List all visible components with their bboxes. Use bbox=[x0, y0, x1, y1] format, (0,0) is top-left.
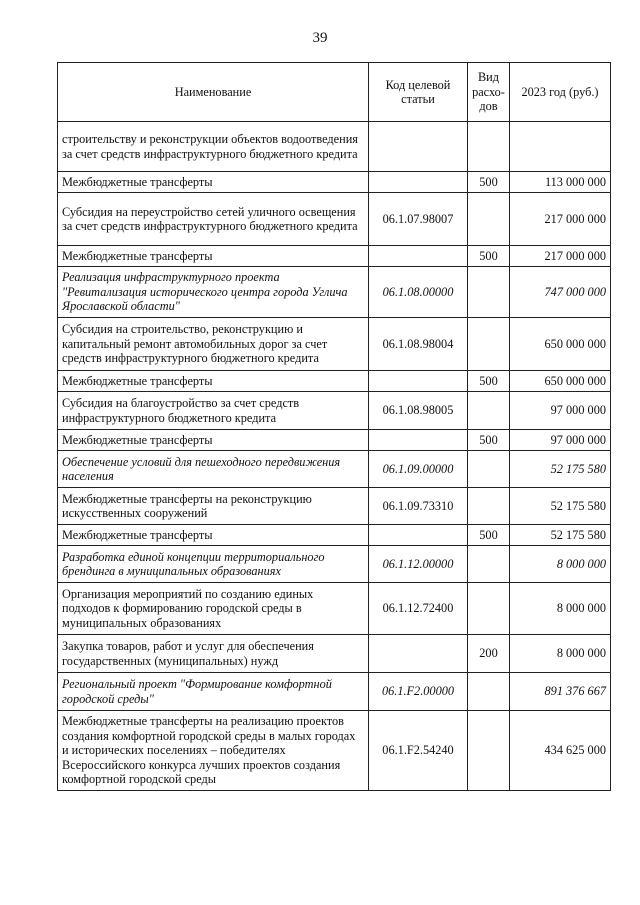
cell-name: Межбюджетные трансферты bbox=[58, 246, 369, 267]
cell-code bbox=[369, 525, 468, 546]
table-row bbox=[58, 488, 611, 525]
cell-type bbox=[468, 583, 510, 635]
cell-name: Обеспечение условий для пешеходного передвижения населения bbox=[58, 451, 369, 488]
table-row bbox=[58, 525, 611, 546]
table-row bbox=[58, 430, 611, 451]
cell-code: 06.1.09.73310 bbox=[369, 488, 468, 525]
cell-name: Межбюджетные трансферты на реализацию проектов создания комфортной городской среды в малых городах и исторических поселениях – победителях Всероссийского конкурса лучших проектов создания комфортной городской среды bbox=[58, 711, 369, 791]
cell-type: 500 bbox=[468, 525, 510, 546]
cell-type bbox=[468, 318, 510, 371]
table-row bbox=[58, 371, 611, 392]
cell-type: 500 bbox=[468, 371, 510, 392]
cell-amount: 8 000 000 bbox=[510, 635, 611, 673]
cell-type bbox=[468, 546, 510, 583]
cell-code: 06.1.12.00000 bbox=[369, 546, 468, 583]
table-body bbox=[58, 122, 611, 791]
cell-code bbox=[369, 172, 468, 193]
cell-code: 06.1.F2.00000 bbox=[369, 673, 468, 711]
cell-name: Межбюджетные трансферты bbox=[58, 172, 369, 193]
cell-type bbox=[468, 392, 510, 430]
budget-table bbox=[57, 62, 611, 791]
cell-name: Субсидия на строительство, реконструкцию и капитальный ремонт автомобильных дорог за счет средств инфраструктурного бюджетного кредита bbox=[58, 318, 369, 371]
cell-code bbox=[369, 371, 468, 392]
table-row bbox=[58, 318, 611, 371]
table-row bbox=[58, 392, 611, 430]
table-header-row bbox=[58, 63, 611, 122]
table-row bbox=[58, 673, 611, 711]
cell-code: 06.1.08.98004 bbox=[369, 318, 468, 371]
cell-code bbox=[369, 635, 468, 673]
cell-amount: 891 376 667 bbox=[510, 673, 611, 711]
cell-code: 06.1.12.72400 bbox=[369, 583, 468, 635]
cell-amount: 52 175 580 bbox=[510, 488, 611, 525]
cell-amount: 217 000 000 bbox=[510, 193, 611, 246]
cell-code: 06.1.07.98007 bbox=[369, 193, 468, 246]
page-number: 39 bbox=[312, 30, 328, 46]
cell-type bbox=[468, 711, 510, 791]
cell-code: 06.1.08.00000 bbox=[369, 267, 468, 318]
header-type: Вид расхо-дов bbox=[468, 63, 510, 122]
cell-name: Закупка товаров, работ и услуг для обеспечения государственных (муниципальных) нужд bbox=[58, 635, 369, 673]
header-amount: 2023 год (руб.) bbox=[510, 63, 611, 122]
cell-type bbox=[468, 451, 510, 488]
cell-amount bbox=[510, 122, 611, 172]
cell-name: Межбюджетные трансферты bbox=[58, 371, 369, 392]
cell-name: Межбюджетные трансферты bbox=[58, 525, 369, 546]
cell-type: 500 bbox=[468, 430, 510, 451]
cell-name: Межбюджетные трансферты на реконструкцию искусственных сооружений bbox=[58, 488, 369, 525]
table-row bbox=[58, 711, 611, 791]
cell-name: Субсидия на переустройство сетей уличного освещения за счет средств инфраструктурного бюджетного кредита bbox=[58, 193, 369, 246]
cell-amount: 8 000 000 bbox=[510, 583, 611, 635]
cell-code: 06.1.F2.54240 bbox=[369, 711, 468, 791]
cell-amount: 650 000 000 bbox=[510, 371, 611, 392]
cell-amount: 113 000 000 bbox=[510, 172, 611, 193]
table-row bbox=[58, 546, 611, 583]
cell-amount: 8 000 000 bbox=[510, 546, 611, 583]
table-row bbox=[58, 583, 611, 635]
cell-amount: 217 000 000 bbox=[510, 246, 611, 267]
cell-type bbox=[468, 267, 510, 318]
cell-amount: 52 175 580 bbox=[510, 451, 611, 488]
cell-code: 06.1.08.98005 bbox=[369, 392, 468, 430]
cell-amount: 650 000 000 bbox=[510, 318, 611, 371]
cell-code bbox=[369, 246, 468, 267]
table-row bbox=[58, 635, 611, 673]
cell-amount: 52 175 580 bbox=[510, 525, 611, 546]
cell-type bbox=[468, 488, 510, 525]
table-row bbox=[58, 122, 611, 172]
cell-name: Региональный проект "Формирование комфортной городской среды" bbox=[58, 673, 369, 711]
cell-type: 200 bbox=[468, 635, 510, 673]
table-row bbox=[58, 193, 611, 246]
cell-amount: 97 000 000 bbox=[510, 392, 611, 430]
cell-code: 06.1.09.00000 bbox=[369, 451, 468, 488]
cell-code bbox=[369, 122, 468, 172]
header-name: Наименование bbox=[58, 63, 369, 122]
cell-name: Разработка единой концепции территориального брендинга в муниципальных образованиях bbox=[58, 546, 369, 583]
table-row bbox=[58, 267, 611, 318]
cell-amount: 747 000 000 bbox=[510, 267, 611, 318]
cell-name: Субсидия на благоустройство за счет средств инфраструктурного бюджетного кредита bbox=[58, 392, 369, 430]
cell-type bbox=[468, 673, 510, 711]
table-row bbox=[58, 172, 611, 193]
table-row bbox=[58, 246, 611, 267]
cell-type: 500 bbox=[468, 172, 510, 193]
header-code: Код целевой статьи bbox=[369, 63, 468, 122]
table-row bbox=[58, 451, 611, 488]
cell-amount: 434 625 000 bbox=[510, 711, 611, 791]
cell-name: Организация мероприятий по созданию единых подходов к формированию городской среды в муниципальных образованиях bbox=[58, 583, 369, 635]
cell-name: Межбюджетные трансферты bbox=[58, 430, 369, 451]
cell-name: строительству и реконструкции объектов водоотведения за счет средств инфраструктурного бюджетного кредита bbox=[58, 122, 369, 172]
cell-type bbox=[468, 193, 510, 246]
cell-name: Реализация инфраструктурного проекта "Ревитализация исторического центра города Углича Ярославской области" bbox=[58, 267, 369, 318]
cell-code bbox=[369, 430, 468, 451]
cell-type: 500 bbox=[468, 246, 510, 267]
cell-type bbox=[468, 122, 510, 172]
cell-amount: 97 000 000 bbox=[510, 430, 611, 451]
